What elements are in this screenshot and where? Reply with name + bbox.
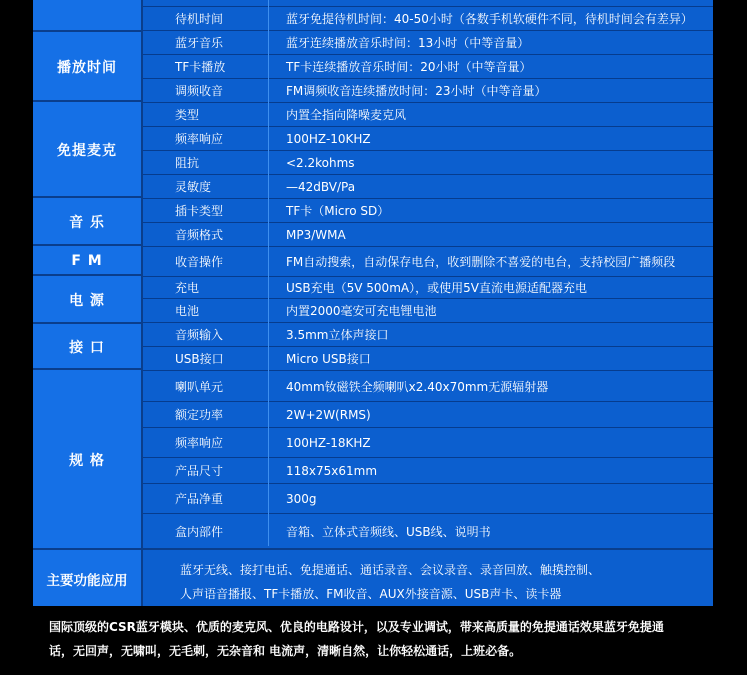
row-key: 灵敏度 [175, 180, 212, 194]
table-row [143, 346, 713, 370]
row-value: FM调频收音连续播放时间：23小时（中等音量） [286, 84, 547, 98]
row-key: 插卡类型 [175, 204, 224, 218]
table-row [143, 126, 713, 150]
row-key: 类型 [175, 108, 200, 122]
row-value: 蓝牙免提待机时间：40-50小时（各数手机软硬件不同，待机时间会有差异） [286, 12, 693, 26]
table-row [143, 276, 713, 298]
category-music: 音 乐 [33, 196, 141, 246]
row-value: 100HZ-10KHZ [286, 131, 371, 146]
row-key: 阻抗 [175, 156, 200, 170]
category-fm: F M [33, 244, 141, 276]
row-value: 音箱、立体式音频线、USB线、说明书 [286, 524, 491, 539]
footer-line: 国际顶级的CSR蓝牙模块、优质的麦克风、优良的电路设计，以及专业调试，带来高质量的免提通话效果蓝牙免提通 [49, 620, 664, 634]
row-key: 蓝牙音乐 [175, 36, 224, 50]
category-handsfree-mic: 免提麦克 [33, 100, 141, 198]
row-value: —42dBV/Pa [286, 179, 356, 194]
table-row [143, 30, 713, 54]
key-value-divider [268, 0, 269, 546]
row-value: FM自动搜索，自动保存电台，收到删除不喜爱的电台，支持校园广播频段 [286, 255, 676, 269]
row-value: USB充电（5V 500mA），或使用5V直流电源适配器充电 [286, 281, 587, 295]
category-cell-top [33, 0, 141, 28]
main-functions-line: 人声语音播报、TF卡播放、FM收音、AUX外接音源、USB声卡、读卡器 [180, 587, 562, 601]
row-key: 产品净重 [175, 492, 224, 506]
table-row [143, 322, 713, 346]
table-row [143, 483, 713, 513]
row-value: 300g [286, 491, 317, 506]
row-value: 蓝牙连续播放音乐时间：13小时（中等音量） [286, 36, 530, 50]
row-key: 待机时间 [175, 12, 224, 26]
row-key: 收音操作 [175, 255, 224, 269]
category-interface: 接 口 [33, 322, 141, 370]
category-specs: 规 格 [33, 368, 141, 550]
row-value: TF卡（Micro SD） [286, 204, 390, 218]
table-row [143, 513, 713, 548]
table-row [143, 457, 713, 483]
table-row [143, 54, 713, 78]
category-power: 电 源 [33, 274, 141, 324]
table-row [143, 298, 713, 322]
row-value: Micro USB接口 [286, 352, 371, 366]
table-row [143, 246, 713, 276]
row-key: 额定功率 [175, 408, 224, 422]
row-value: 40mm钕磁铁全频喇叭x2.40x70mm无源辐射器 [286, 379, 549, 394]
row-key: 频率响应 [175, 132, 224, 146]
table-row [143, 427, 713, 457]
table-row [143, 174, 713, 198]
table-row [143, 6, 713, 30]
row-value: 118x75x61mm [286, 463, 378, 478]
row-value: 2W+2W(RMS) [286, 407, 371, 422]
table-row [143, 401, 713, 427]
row-value: TF卡连续播放音乐时间：20小时（中等音量） [286, 60, 532, 74]
row-value: <2.2kohms [286, 155, 355, 170]
main-functions-text [143, 548, 713, 606]
row-key: 调频收音 [175, 84, 224, 98]
row-key: 盒内部件 [175, 524, 224, 539]
category-main-functions: 主要功能应用 [33, 548, 141, 608]
row-key: 充电 [175, 281, 200, 295]
footer-line: 话，无回声，无啸叫，无毛刺，无杂音和 电流声，清晰自然，让你轻松通话，上班必备。 [49, 644, 522, 658]
row-value: 内置2000毫安可充电锂电池 [286, 304, 437, 318]
row-key: 电池 [175, 304, 200, 318]
table-row [143, 150, 713, 174]
table-row [143, 102, 713, 126]
row-value: MP3/WMA [286, 227, 346, 242]
footer-description [49, 615, 709, 663]
row-key: 产品尺寸 [175, 464, 224, 478]
row-key: 音频输入 [175, 328, 224, 342]
row-key: USB接口 [175, 352, 224, 366]
category-playback-time: 播放时间 [33, 30, 141, 102]
row-key: TF卡播放 [175, 60, 226, 74]
table-row [143, 78, 713, 102]
table-row [143, 198, 713, 222]
row-key: 音频格式 [175, 228, 224, 242]
table-row [143, 222, 713, 246]
spec-table [33, 0, 713, 606]
row-value: 100HZ-18KHZ [286, 435, 371, 450]
row-value: 3.5mm立体声接口 [286, 328, 389, 342]
row-key: 频率响应 [175, 436, 224, 450]
main-functions-line: 蓝牙无线、接打电话、免提通话、通话录音、会议录音、录音回放、触摸控制、 [180, 563, 601, 577]
row-key: 喇叭单元 [175, 379, 224, 394]
row-value: 内置全指向降噪麦克风 [286, 108, 407, 122]
table-row [143, 370, 713, 401]
